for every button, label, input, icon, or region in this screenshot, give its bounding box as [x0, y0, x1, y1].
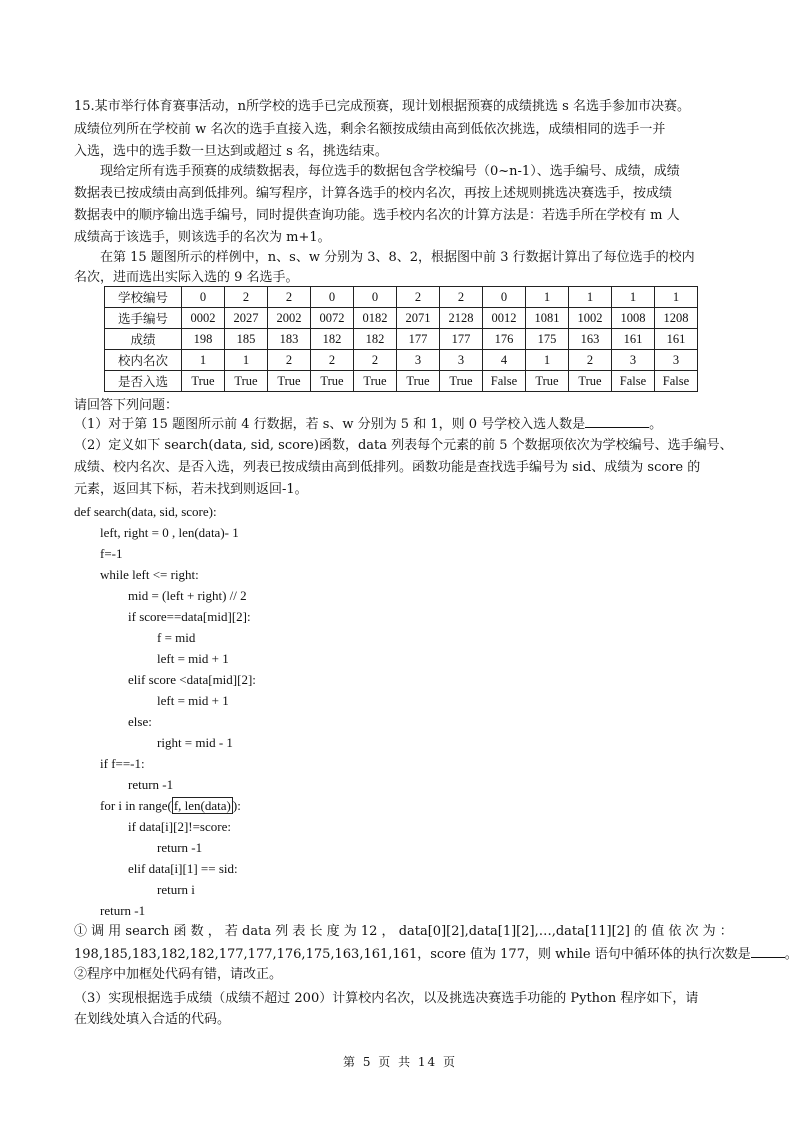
- question-2-text: 成绩、校内名次、是否入选，列表已按成绩由高到低排列。函数功能是查找选手编号为 sid、成绩为 score 的: [74, 460, 701, 475]
- table-cell: True: [182, 371, 225, 392]
- table-row-header: 学校编号: [105, 287, 182, 308]
- page-footer: 第 5 页 共 14 页: [343, 1055, 457, 1069]
- table-cell: 161: [655, 329, 698, 350]
- table-cell: 1: [225, 350, 268, 371]
- code-line: right = mid - 1: [157, 735, 233, 750]
- code-line: def search(data, sid, score):: [74, 504, 217, 519]
- table-cell: 4: [483, 350, 526, 371]
- code-line: f=-1: [100, 546, 123, 561]
- table-row: [105, 308, 698, 329]
- code-line: [100, 797, 241, 815]
- question-2-text: 元素，返回其下标，若未找到则返回-1。: [74, 482, 308, 497]
- problem-text: 入选，选中的选手数一旦达到或超过 s 名，挑选结束。: [74, 144, 388, 159]
- code-line: return -1: [157, 840, 203, 855]
- table-cell: 198: [182, 329, 225, 350]
- table-cell: 2128: [440, 308, 483, 329]
- table-cell: 1: [182, 350, 225, 371]
- code-line: if data[i][2]!=score:: [128, 819, 231, 834]
- table-cell: False: [612, 371, 655, 392]
- table-cell: 175: [526, 329, 569, 350]
- code-line: return i: [157, 882, 195, 897]
- table-cell: True: [526, 371, 569, 392]
- problem-text: 现给定所有选手预赛的成绩数据表，每位选手的数据包含学校编号（0~n-1）、选手编号、成绩，成绩: [100, 164, 680, 179]
- problem-text: 15.某市举行体育赛事活动，n所学校的选手已完成预赛，现计划根据预赛的成绩挑选 s 名选手参加市决赛。: [74, 99, 690, 114]
- table-cell: 1: [612, 287, 655, 308]
- table-cell: 2: [225, 287, 268, 308]
- problem-text: 成绩位列所在学校前 w 名次的选手直接入选，剩余名额按成绩由高到低依次挑选，成绩相同的选手一并: [74, 122, 666, 137]
- table-cell: 163: [569, 329, 612, 350]
- sub-question-1-text: 198,185,183,182,182,177,177,176,175,163,161,161，score 值为 177，则 while 语句中循环体的执行次数是: [74, 947, 751, 962]
- question-3-text: （3）实现根据选手成绩（成绩不超过 200）计算校内名次，以及挑选决赛选手功能的 Python 程序如下，请: [74, 991, 699, 1006]
- sub-question-1: [74, 945, 798, 964]
- code-line: mid = (left + right) // 2: [128, 588, 247, 603]
- table-row-header: 成绩: [105, 329, 182, 350]
- table-cell: 2: [268, 287, 311, 308]
- table-cell: True: [569, 371, 612, 392]
- answer-blank: [585, 415, 649, 428]
- table-cell: 183: [268, 329, 311, 350]
- question-1: [74, 415, 730, 434]
- code-line: f = mid: [157, 630, 196, 645]
- table-row: [105, 371, 698, 392]
- question-1-text: （1）对于第 15 题图所示前 4 行数据，若 s、w 分别为 5 和 1，则 0 号学校入选人数是: [74, 417, 586, 432]
- table-cell: 1: [655, 287, 698, 308]
- table-cell: 2002: [268, 308, 311, 329]
- table-cell: 1: [526, 287, 569, 308]
- boxed-error-code: f, len(data): [173, 798, 231, 813]
- table-cell: 2: [354, 350, 397, 371]
- problem-text: 名次，进而选出实际入选的 9 名选手。: [74, 270, 299, 285]
- code-line: return -1: [128, 777, 174, 792]
- code-line: return -1: [100, 903, 146, 918]
- table-cell: 161: [612, 329, 655, 350]
- code-line: left = mid + 1: [157, 693, 229, 708]
- table-cell: 2: [311, 350, 354, 371]
- table-row: [105, 329, 698, 350]
- table-cell: 3: [655, 350, 698, 371]
- questions-intro: 请回答下列问题：: [74, 398, 179, 413]
- table-cell: 182: [354, 329, 397, 350]
- code-line: left = mid + 1: [157, 651, 229, 666]
- table-row-header: 是否入选: [105, 371, 182, 392]
- problem-text: 成绩高于该选手，则该选手的名次为 m+1。: [74, 230, 331, 245]
- code-line: elif data[i][1] == sid:: [128, 861, 238, 876]
- sub-question-2: ②程序中加框处代码有错，请改正。: [74, 967, 283, 982]
- sub-question-1: ① 调 用 search 函 数 ， 若 data 列 表 长 度 为 12 ， data[0][2],data[1][2],…,data[11][2] 的 值 依 次 为 ：: [74, 924, 733, 939]
- code-text: for i in range(: [100, 798, 172, 813]
- table-cell: 2: [569, 350, 612, 371]
- code-line: left, right = 0 , len(data)- 1: [100, 525, 239, 540]
- table-row: [105, 350, 698, 371]
- table-row: [105, 287, 698, 308]
- table-cell: 177: [440, 329, 483, 350]
- table-cell: 2: [397, 287, 440, 308]
- table-cell: 1008: [612, 308, 655, 329]
- table-cell: True: [268, 371, 311, 392]
- table-cell: 185: [225, 329, 268, 350]
- table-cell: True: [225, 371, 268, 392]
- question-2-text: （2）定义如下 search(data, sid, score)函数，data 列表每个元素的前 5 个数据项依次为学校编号、选手编号、: [74, 438, 733, 453]
- sub-question-1-end: 。: [784, 947, 798, 962]
- table-cell: False: [655, 371, 698, 392]
- table-cell: True: [440, 371, 483, 392]
- table-cell: 2: [268, 350, 311, 371]
- table-cell: True: [397, 371, 440, 392]
- code-line: while left <= right:: [100, 567, 199, 582]
- table-cell: 1002: [569, 308, 612, 329]
- problem-text: 数据表已按成绩由高到低排列。编写程序，计算各选手的校内名次，再按上述规则挑选决赛选手，按成绩: [74, 186, 673, 201]
- code-line: elif score <data[mid][2]:: [128, 672, 256, 687]
- table-cell: 0: [311, 287, 354, 308]
- table-cell: True: [354, 371, 397, 392]
- problem-text: 数据表中的顺序输出选手编号，同时提供查询功能。选手校内名次的计算方法是：若选手所在学校有 m 人: [74, 208, 680, 223]
- table-cell: 0072: [311, 308, 354, 329]
- problem-text: 在第 15 题图所示的样例中，n、s、w 分别为 3、8、2，根据图中前 3 行数据计算出了每位选手的校内: [100, 250, 695, 265]
- code-line: if score==data[mid][2]:: [128, 609, 251, 624]
- table-cell: 182: [311, 329, 354, 350]
- table-cell: 0182: [354, 308, 397, 329]
- question-3-text: 在划线处填入合适的代码。: [74, 1012, 231, 1027]
- table-cell: 3: [440, 350, 483, 371]
- table-cell: 0: [182, 287, 225, 308]
- code-line: else:: [128, 714, 152, 729]
- table-cell: 0: [354, 287, 397, 308]
- table-cell: 176: [483, 329, 526, 350]
- table-cell: 1081: [526, 308, 569, 329]
- table-cell: 2027: [225, 308, 268, 329]
- table-cell: 0002: [182, 308, 225, 329]
- table-row-header: 校内名次: [105, 350, 182, 371]
- table-cell: 1: [526, 350, 569, 371]
- table-cell: False: [483, 371, 526, 392]
- table-cell: 3: [612, 350, 655, 371]
- table-cell: 2: [440, 287, 483, 308]
- table-cell: 0012: [483, 308, 526, 329]
- table-row-header: 选手编号: [105, 308, 182, 329]
- table-cell: 177: [397, 329, 440, 350]
- table-cell: 1208: [655, 308, 698, 329]
- answer-blank: [751, 945, 785, 958]
- table-cell: 1: [569, 287, 612, 308]
- code-line: if f==-1:: [100, 756, 145, 771]
- code-text: ):: [232, 798, 241, 813]
- question-1-end: 。: [649, 417, 663, 432]
- table-cell: True: [311, 371, 354, 392]
- table-cell: 0: [483, 287, 526, 308]
- rank-table: [104, 286, 698, 392]
- table-cell: 2071: [397, 308, 440, 329]
- table-cell: 3: [397, 350, 440, 371]
